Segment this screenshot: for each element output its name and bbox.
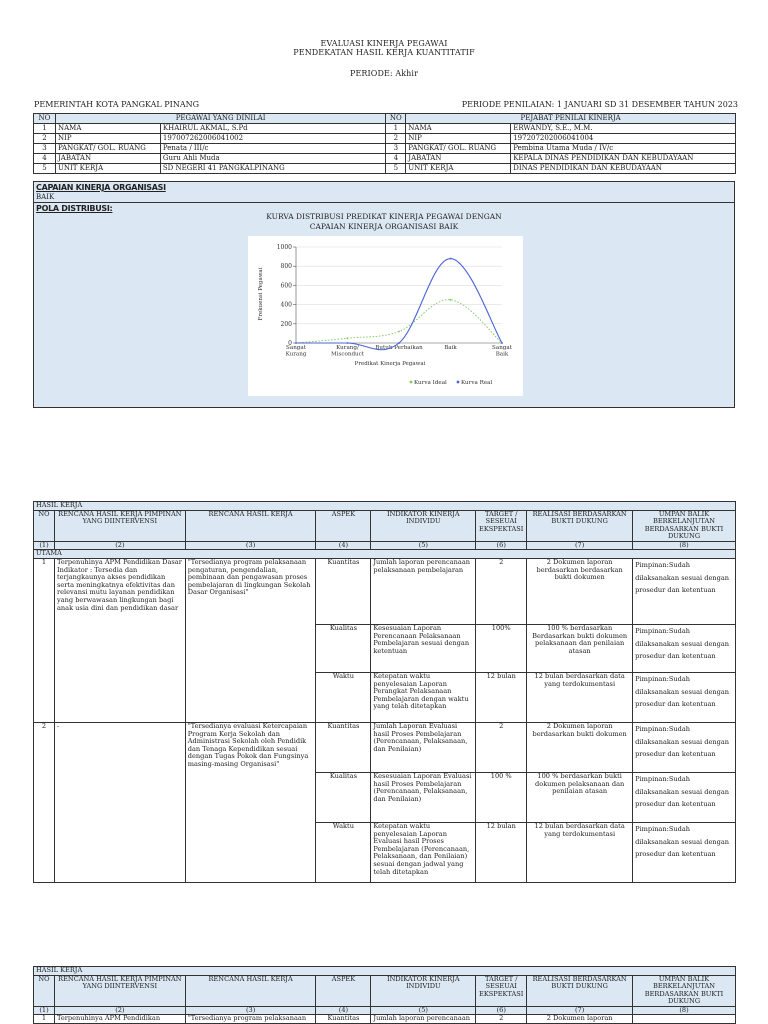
- umpan-balik: Pimpinan:Sudah dilaksanakan sesuai dengan prosedur dan ketentuan: [633, 773, 736, 823]
- column-number: (2): [54, 1006, 185, 1015]
- column-header: TARGET / SESEUAI EKSPEKTASI: [476, 975, 527, 1006]
- umpan-balik: Pimpinan:Sudah dilaksanakan sesuai dengan prosedur dan ketentuan: [633, 673, 736, 723]
- pola-title: POLA DISTRIBUSI:: [36, 204, 113, 213]
- umpan-balik: Pimpinan:Sudah dilaksanakan sesuai dengan prosedur dan ketentuan: [633, 559, 736, 625]
- column-header: NO: [34, 510, 55, 541]
- aspek: Kuantitas: [316, 1015, 371, 1024]
- column-number: (4): [316, 1006, 371, 1015]
- hasil-kerja-title: HASIL KERJA: [34, 502, 736, 511]
- data-point: [450, 299, 452, 301]
- realisasi: 12 bulan berdasarkan data yang terdokumentasi: [527, 823, 633, 883]
- column-header: TARGET / SESEUAI EKSPEKTASI: [476, 510, 527, 541]
- legend-marker: [457, 381, 460, 384]
- identity-row: [34, 164, 736, 174]
- column-number: (2): [54, 541, 185, 550]
- table-row: [34, 1015, 736, 1024]
- indikator: Jumlah Laporan Evaluasi hasil Proses Pembelajaran (Perencanaan, Pelaksanaan, dan Penilaian): [371, 723, 476, 773]
- indikator: Ketepatan waktu penyelesaian Laporan Perangkat Pelaksanaan Pembelajaran dengan waktu yang telah ditetapkan: [371, 673, 476, 723]
- data-point: [398, 331, 400, 333]
- pejabat-field-value: ERWANDY, S.E., M.M.: [511, 124, 736, 134]
- column-header: NO: [34, 975, 55, 1006]
- realisasi: 2 Dokumen laporan berdasarkan bukti dokumen: [527, 723, 633, 773]
- hasil-kerja-header-row: [34, 975, 736, 1006]
- column-header: REALISASI BERDASARKAN BUKTI DUKUNG: [527, 510, 633, 541]
- column-header: RENCANA HASIL KERJA: [185, 975, 316, 1006]
- row-no: 4: [386, 154, 406, 164]
- column-header: INDIKATOR KINERJA INDIVIDU: [371, 975, 476, 1006]
- pegawai-header: PEGAWAI YANG DINILAI: [55, 114, 385, 124]
- legend-label: Kurva Real: [461, 380, 493, 386]
- group-utama: UTAMA: [34, 550, 736, 559]
- y-tick-label: 1000: [276, 244, 292, 251]
- pejabat-field-value: Pembina Utama Muda / IV/c: [511, 144, 736, 154]
- hasil-kerja-title: HASIL KERJA: [34, 967, 736, 976]
- y-tick-label: 0: [288, 340, 292, 347]
- column-number: (4): [316, 541, 371, 550]
- aspek: Waktu: [316, 823, 371, 883]
- pegawai-field-value: 197007262006041002: [160, 134, 385, 144]
- data-point: [347, 342, 349, 344]
- row-no: 2: [386, 134, 406, 144]
- pegawai-field-label: NIP: [55, 134, 160, 144]
- identity-row: [34, 154, 736, 164]
- pejabat-field-value: 197207202006041004: [511, 134, 736, 144]
- column-header: UMPAN BALIK BERKELANJUTAN BERDASARKAN BUKTI DUKUNG: [633, 510, 736, 541]
- chart-title-line1: KURVA DISTRIBUSI PREDIKAT KINERJA PEGAWAI DENGAN: [266, 212, 502, 221]
- row-no: 1: [34, 559, 55, 723]
- column-header: ASPEK: [316, 975, 371, 1006]
- column-header: REALISASI BERDASARKAN BUKTI DUKUNG: [527, 975, 633, 1006]
- realisasi: 100 % berdasarkan Berdasarkan bukti dokumen pelaksanaan dan penilaian atasan: [527, 625, 633, 673]
- rencana-hasil-kerja: "Tersedianya program pelaksanaan pengaturan, pengendalian, pembinaan dan pengawasan proses pembelajaran di lingkungan Sekolah Dasar Organisasi": [185, 559, 316, 723]
- pegawai-field-value: Penata / III/c: [160, 144, 385, 154]
- pejabat-header: PEJABAT PENILAI KINERJA: [406, 114, 736, 124]
- column-number: (1): [34, 1006, 55, 1015]
- pegawai-field-label: PANGKAT/ GOL. RUANG: [55, 144, 160, 154]
- target: 2: [476, 1015, 527, 1024]
- y-axis-label: Frekuensi Pegawai: [258, 267, 264, 321]
- identity-row: [34, 144, 736, 154]
- column-header: RENCANA HASIL KERJA PIMPINAN YANG DIINTERVENSI: [54, 975, 185, 1006]
- pejabat-field-value: KEPALA DINAS PENDIDIKAN DAN KEBUDAYAAN: [511, 154, 736, 164]
- distribution-chart: [248, 236, 523, 396]
- col-no: NO: [386, 114, 406, 124]
- document-title: EVALUASI KINERJA PEGAWAI: [320, 39, 448, 48]
- indikator: Jumlah laporan perencanaan pelaksanaan pembelajaran: [371, 559, 476, 625]
- target: 2: [476, 723, 527, 773]
- pejabat-field-value: DINAS PENDIDIKAN DAN KEBUDAYAAN: [511, 164, 736, 174]
- aspek: Kuantitas: [316, 559, 371, 625]
- pejabat-field-label: NIP: [406, 134, 511, 144]
- legend-label: Kurva Ideal: [414, 380, 447, 386]
- rencana-pimpinan: Terpenuhinya APM Pendidikan Dasar Indikator : Tersedia dan terjangkaunya akses pendidikan serta meningkatnya efektivitas dan relevansi mutu layanan pendidikan yang berwawasan lingkungan bagi anak usia dini dan pendidikan dasar: [54, 559, 185, 723]
- hasil-kerja-column-numbers: [34, 541, 736, 550]
- column-number: (6): [476, 541, 527, 550]
- hasil-kerja-header-row: [34, 510, 736, 541]
- x-tick-label: Misconduct: [330, 351, 365, 358]
- column-number: (6): [476, 1006, 527, 1015]
- column-header: RENCANA HASIL KERJA: [185, 510, 316, 541]
- column-number: (3): [185, 541, 316, 550]
- column-number: (1): [34, 541, 55, 550]
- indikator: Kesesuaian Laporan Perencanaan Pelaksanaan Pembelajaran sesuai dengan ketentuan: [371, 625, 476, 673]
- x-tick-label: Sangat: [492, 345, 512, 351]
- hasil-kerja-table-2: [33, 966, 736, 1024]
- column-number: (7): [527, 541, 633, 550]
- chart-title-line2: CAPAIAN KINERJA ORGANISASI BAIK: [309, 222, 459, 231]
- chart-background: [248, 236, 523, 396]
- x-tick-label: Sangat: [286, 345, 306, 351]
- pegawai-field-value: KHAIRUL AKMAL, S.Pd: [160, 124, 385, 134]
- identity-row: [34, 124, 736, 134]
- column-number: (3): [185, 1006, 316, 1015]
- data-point: [501, 342, 503, 344]
- pejabat-field-label: NAMA: [406, 124, 511, 134]
- indikator: Kesesuaian Laporan Evaluasi hasil Proses Pembelajaran (Perencanaan, Pelaksanaan, dan Penilaian): [371, 773, 476, 823]
- x-tick-label: Baik: [495, 351, 509, 358]
- umpan-balik: Pimpinan:Sudah dilaksanakan sesuai dengan prosedur dan ketentuan: [633, 723, 736, 773]
- row-no: 1: [34, 1015, 55, 1024]
- realisasi: 2 Dokumen laporan berdasarkan berdasarkan bukti dokumen: [527, 559, 633, 625]
- aspek: Waktu: [316, 673, 371, 723]
- column-header: UMPAN BALIK BERKELANJUTAN BERDASARKAN BUKTI DUKUNG: [633, 975, 736, 1006]
- rencana-hasil-kerja: "Tersedianya evaluasi Ketercapaian Program Kerja Sekolah dan Administrasi Sekolah oleh Pendidik dan Tenaga Kependidikan sesuai dengan Tugas Pokok dan Fungsinya masing-masing Organisasi": [185, 723, 316, 883]
- y-tick-label: 800: [280, 263, 292, 271]
- column-header: RENCANA HASIL KERJA PIMPINAN YANG DIINTERVENSI: [54, 510, 185, 541]
- x-tick-label: Kurang: [285, 351, 307, 358]
- target: 2: [476, 559, 527, 625]
- table-row: [34, 559, 736, 625]
- column-number: (7): [527, 1006, 633, 1015]
- instansi-label: PEMERINTAH KOTA PANGKAL PINANG: [34, 100, 199, 109]
- y-tick-label: 400: [280, 301, 292, 309]
- row-no: 4: [34, 154, 56, 164]
- row-no: 2: [34, 723, 55, 883]
- pegawai-field-label: NAMA: [55, 124, 160, 134]
- periode-label: PERIODE: Akhir: [349, 69, 419, 78]
- x-axis-label: Predikat Kinerja Pegawai: [354, 361, 426, 367]
- column-header: INDIKATOR KINERJA INDIVIDU: [371, 510, 476, 541]
- column-number: (5): [371, 1006, 476, 1015]
- rencana-pimpinan: -: [54, 723, 185, 883]
- table-row: [34, 723, 736, 773]
- capaian-title: CAPAIAN KINERJA ORGANISASI: [36, 183, 166, 192]
- umpan-balik: Pimpinan:Sudah dilaksanakan sesuai dengan prosedur dan ketentuan: [633, 823, 736, 883]
- row-no: 3: [34, 144, 56, 154]
- realisasi: 100 % berdasarkan bukti dokumen pelaksanaan dan penilaian atasan: [527, 773, 633, 823]
- target: 12 bulan: [476, 673, 527, 723]
- pegawai-field-value: SD NEGERI 41 PANGKALPINANG: [160, 164, 385, 174]
- x-tick-label: Butuh Perbaikan: [375, 345, 423, 351]
- pejabat-field-label: PANGKAT/ GOL. RUANG: [406, 144, 511, 154]
- data-point: [450, 258, 452, 260]
- col-no: NO: [34, 114, 56, 124]
- rencana-pimpinan: Terpenuhinya APM Pendidikan: [54, 1015, 185, 1024]
- rencana-hasil-kerja: "Tersedianya program pelaksanaan: [185, 1015, 316, 1024]
- pejabat-field-label: UNIT KERJA: [406, 164, 511, 174]
- hasil-kerja-table: [33, 501, 736, 883]
- row-no: 3: [386, 144, 406, 154]
- umpan-balik: Pimpinan:Sudah dilaksanakan sesuai dengan prosedur dan ketentuan: [633, 625, 736, 673]
- aspek: Kualitas: [316, 773, 371, 823]
- umpan-balik: [633, 1015, 736, 1024]
- aspek: Kuantitas: [316, 723, 371, 773]
- capaian-value: BAIK: [36, 193, 55, 201]
- pegawai-field-label: JABATAN: [55, 154, 160, 164]
- row-no: 1: [386, 124, 406, 134]
- capaian-section: [33, 181, 735, 203]
- realisasi: 12 bulan berdasarkan data yang terdokumentasi: [527, 673, 633, 723]
- row-no: 1: [34, 124, 56, 134]
- column-number: (8): [633, 1006, 736, 1015]
- row-no: 5: [34, 164, 56, 174]
- indikator: Jumlah laporan perencanaan: [371, 1015, 476, 1024]
- data-point: [295, 342, 297, 344]
- identity-row: [34, 134, 736, 144]
- indikator: Ketepatan waktu penyelesaian Laporan Evaluasi hasil Proses Pembelajaran (Perencanaan, Pelaksanaan, dan Penilaian) sesuai dengan jadwal yang telah ditetapkan: [371, 823, 476, 883]
- column-number: (8): [633, 541, 736, 550]
- row-no: 2: [34, 134, 56, 144]
- pejabat-field-label: JABATAN: [406, 154, 511, 164]
- target: 100%: [476, 625, 527, 673]
- pegawai-field-value: Guru Ahli Muda: [160, 154, 385, 164]
- x-tick-label: Kurang/: [336, 345, 359, 351]
- x-tick-label: Baik: [444, 345, 457, 351]
- identity-header-row: [34, 114, 736, 124]
- target: 12 bulan: [476, 823, 527, 883]
- column-number: (5): [371, 541, 476, 550]
- pegawai-field-label: UNIT KERJA: [55, 164, 160, 174]
- periode-penilaian-label: PERIODE PENILAIAN: 1 JANUARI SD 31 DESEMBER TAHUN 2023: [461, 100, 738, 109]
- realisasi: 2 Dokumen laporan: [527, 1015, 633, 1024]
- y-tick-label: 200: [280, 320, 292, 328]
- legend-marker: [410, 381, 413, 384]
- column-header: ASPEK: [316, 510, 371, 541]
- aspek: Kualitas: [316, 625, 371, 673]
- y-tick-label: 600: [280, 282, 292, 290]
- data-point: [347, 337, 349, 339]
- row-no: 5: [386, 164, 406, 174]
- identity-table: [33, 113, 736, 174]
- pola-distribusi-section: [33, 203, 735, 408]
- document-subtitle: PENDEKATAN HASIL KERJA KUANTITATIF: [293, 48, 475, 57]
- data-point: [398, 342, 400, 344]
- target: 100 %: [476, 773, 527, 823]
